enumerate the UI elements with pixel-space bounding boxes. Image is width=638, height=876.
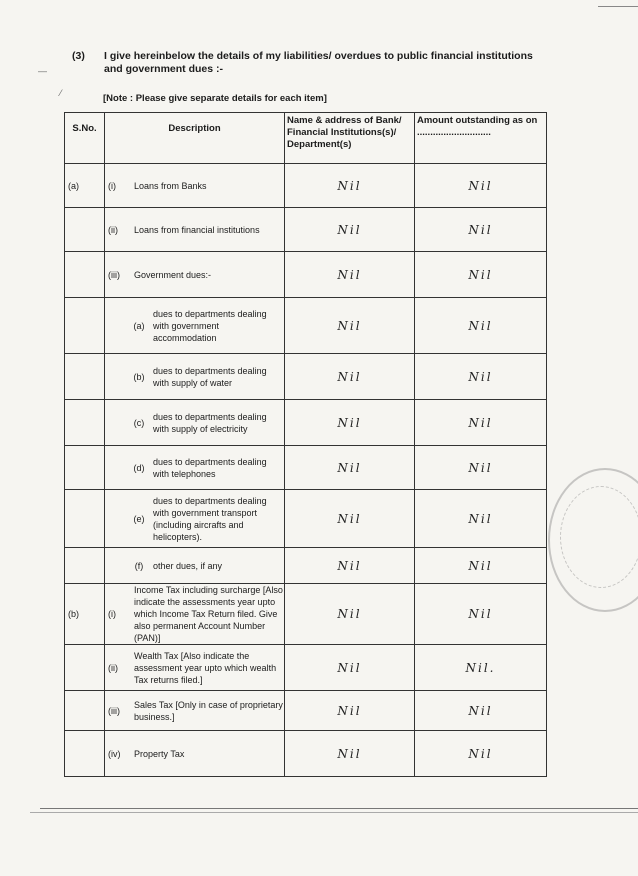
row-amount-cell [415, 731, 547, 777]
row-description [105, 584, 285, 645]
row-description-text: Loans from financial institutions [134, 224, 260, 235]
handwritten-amount-value: Nil [468, 607, 493, 621]
row-amount-cell [415, 446, 547, 490]
row-name-cell [285, 354, 415, 400]
handwritten-amount-value: Nil [468, 511, 493, 526]
row-name-cell [285, 691, 415, 731]
scan-edge-line [30, 812, 638, 813]
handwritten-amount-value: Nil [468, 222, 493, 237]
row-sno [65, 298, 105, 354]
row-amount-cell [415, 645, 547, 691]
row-amount-cell [415, 691, 547, 731]
handwritten-amount-value: Nil [468, 460, 493, 475]
row-sno [65, 400, 105, 446]
row-sno: (a) [65, 164, 105, 208]
row-sno [65, 354, 105, 400]
row-name-cell [285, 298, 415, 354]
table-row [65, 731, 547, 777]
row-sno: (b) [65, 584, 105, 645]
row-roman-index: (i) [108, 180, 116, 191]
table-row [65, 691, 547, 731]
header-amount: Amount outstanding as on ............................ [415, 113, 547, 164]
row-description [105, 298, 285, 354]
handwritten-name-value: Nil [337, 746, 362, 761]
row-description [105, 691, 285, 731]
row-amount-cell [415, 208, 547, 252]
row-description [105, 446, 285, 490]
scan-mark: ⁄ [60, 88, 62, 98]
row-name-cell [285, 490, 415, 548]
row-name-cell [285, 164, 415, 208]
table-row [65, 298, 547, 354]
row-name-cell [285, 400, 415, 446]
row-description [105, 548, 285, 584]
handwritten-amount-value: Nil [468, 318, 493, 333]
row-name-cell [285, 208, 415, 252]
row-sub-index: (e) [133, 513, 145, 524]
handwritten-name-value: Nil [337, 369, 362, 384]
handwritten-name-value: Nil [337, 511, 362, 526]
handwritten-name-value: Nil [337, 607, 362, 621]
page-corner-mark [598, 0, 638, 7]
row-description [105, 354, 285, 400]
row-roman-index: (ii) [108, 224, 118, 235]
row-description [105, 252, 285, 298]
row-sub-index: (d) [133, 462, 145, 473]
scan-edge-line [40, 808, 638, 809]
row-sno [65, 208, 105, 252]
row-sub-index: (c) [133, 417, 145, 428]
row-description [105, 208, 285, 252]
table-row [65, 164, 547, 208]
row-description-text: dues to departments dealing with government transport (including aircrafts and helicopters). [153, 495, 267, 542]
handwritten-name-value: Nil [337, 318, 362, 333]
table-row [65, 645, 547, 691]
row-description-text: dues to departments dealing with government accommodation [153, 308, 267, 343]
row-amount-cell [415, 298, 547, 354]
row-amount-cell [415, 354, 547, 400]
row-description [105, 164, 285, 208]
row-sub-index: (b) [133, 371, 145, 382]
scan-mark: — [38, 66, 47, 76]
row-roman-index: (iv) [108, 748, 121, 759]
handwritten-name-value: Nil [337, 415, 362, 430]
row-sub-index: (a) [133, 320, 145, 331]
section-number: (3) [72, 50, 85, 62]
row-roman-index: (i) [108, 609, 116, 619]
handwritten-amount-value: Nil [468, 178, 493, 193]
row-roman-index: (ii) [108, 662, 118, 673]
row-name-cell [285, 252, 415, 298]
table-row [65, 490, 547, 548]
row-description-text: dues to departments dealing with supply of electricity [153, 411, 267, 434]
row-description [105, 731, 285, 777]
row-description [105, 490, 285, 548]
row-description-text: Income Tax including surcharge [Also indicate the assessments year upto which Income Tax Return filed. Give also permanent Account Number (PAN)] [134, 585, 283, 643]
handwritten-amount-value: Nil [468, 415, 493, 430]
row-name-cell [285, 548, 415, 584]
row-description-text: Loans from Banks [134, 180, 207, 191]
row-description-text: Wealth Tax [Also indicate the assessment year upto which wealth Tax returns filed.] [134, 650, 277, 685]
table-row [65, 252, 547, 298]
row-name-cell [285, 446, 415, 490]
handwritten-name-value: Nil [337, 460, 362, 475]
section-note: [Note : Please give separate details for each item] [103, 93, 327, 104]
table-row [65, 584, 547, 645]
row-name-cell [285, 731, 415, 777]
handwritten-name-value: Nil [337, 222, 362, 237]
row-sno [65, 490, 105, 548]
handwritten-amount-value: Nil [468, 267, 493, 282]
row-name-cell [285, 645, 415, 691]
header-description: Description [105, 113, 285, 164]
faded-stamp-inner [560, 486, 638, 588]
handwritten-amount-value: Nil [468, 746, 493, 761]
row-amount-cell [415, 490, 547, 548]
row-amount-cell [415, 584, 547, 645]
row-sub-index: (f) [134, 560, 144, 571]
row-description-text: dues to departments dealing with supply of water [153, 365, 267, 388]
row-amount-cell [415, 252, 547, 298]
table-row [65, 208, 547, 252]
row-name-cell [285, 584, 415, 645]
handwritten-name-value: Nil [337, 178, 362, 193]
section-intro-text: I give hereinbelow the details of my liabilities/ overdues to public financial institutions and government dues :- [104, 50, 533, 75]
row-description [105, 400, 285, 446]
handwritten-name-value: Nil [337, 267, 362, 282]
row-sno [65, 548, 105, 584]
table-header-row [65, 113, 547, 164]
handwritten-amount-value: Nil [468, 703, 493, 718]
handwritten-name-value: Nil [337, 660, 362, 675]
row-sno [65, 446, 105, 490]
handwritten-amount-value: Nil [468, 558, 493, 573]
row-roman-index: (iii) [108, 705, 120, 716]
handwritten-amount-value: Nil [468, 369, 493, 384]
row-amount-cell [415, 164, 547, 208]
row-description [105, 645, 285, 691]
row-description-text: Government dues:- [134, 269, 212, 280]
table-row [65, 400, 547, 446]
row-sno [65, 691, 105, 731]
row-sno [65, 645, 105, 691]
handwritten-name-value: Nil [337, 558, 362, 573]
row-amount-cell [415, 548, 547, 584]
table-row [65, 446, 547, 490]
table-row [65, 548, 547, 584]
row-amount-cell [415, 400, 547, 446]
table-row [65, 354, 547, 400]
row-description-text: other dues, if any [153, 560, 223, 571]
row-sno [65, 252, 105, 298]
handwritten-name-value: Nil [337, 703, 362, 718]
row-description-text: Property Tax [134, 748, 185, 759]
header-sno: S.No. [65, 113, 105, 164]
row-description-text: Sales Tax [Only in case of proprietary business.] [134, 699, 283, 722]
row-roman-index: (iii) [108, 269, 120, 280]
handwritten-amount-value: Nil. [465, 660, 496, 675]
row-description-text: dues to departments dealing with telephones [153, 456, 267, 479]
row-sno [65, 731, 105, 777]
header-name: Name & address of Bank/ Financial Institutions(s)/ Department(s) [285, 113, 415, 164]
liabilities-table [64, 112, 547, 777]
